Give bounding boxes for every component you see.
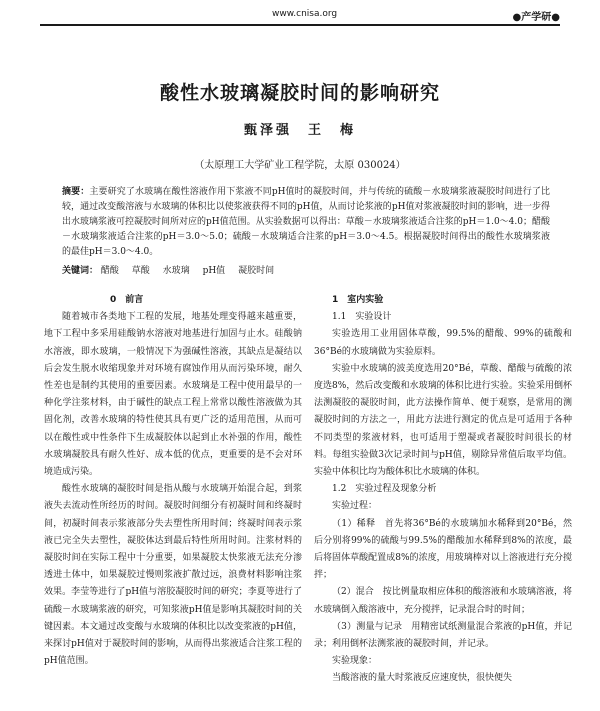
running-header — [40, 8, 560, 24]
section-label: ●产学研● — [512, 12, 560, 23]
body-paragraph: 当酸溶液的量大时浆液反应速度快，很快便失 — [332, 673, 513, 684]
section-heading-experiment: 1 室内实验 — [332, 295, 384, 305]
phenomenon-label: 实验现象： — [332, 656, 378, 667]
intro-paragraph: 酸性水玻璃的凝胶时间是指从酸与水玻璃开始混合起，到浆液失去流动性所经历的时间。凝胶时间细分有初凝时间和终凝时间，初凝时间表示浆液部分失去塑性所用时间；终凝时间表示浆液已完全失去塑性，凝胶体达到最后特性所用时间。注浆材料的凝胶时间在实际工程中十分重要，如果凝胶太快浆液无法充分渗透进土体中，如果凝胶过慢则浆液扩散过远，浪费材料影响注浆效果。李莹等进行了pH值与溶胶凝胶时间的研究；李夏等进行了硫酸－水玻璃浆液的研究，可知浆液pH值是影响其凝胶时间的关键因素。本文通过改变酸与水玻璃的体积比以改变浆液的pH值，来探讨pH值对于凝胶时间的影响，从而得出浆液适合注浆工程的pH值范围。 — [44, 484, 302, 667]
right-column — [314, 292, 572, 688]
keyword: 醋酸 — [100, 266, 119, 276]
body-paragraph: 实验选用工业用固体草酸，99.5%的醋酸、99%的硫酸和36°Bé的水玻璃做为实验原料。 — [314, 329, 572, 357]
paper-authors: 甄泽强 王 梅 — [243, 123, 356, 138]
keywords-label: 关键词： — [62, 266, 99, 276]
process-step: （1）稀释 首先将36°Bé的水玻璃加水稀释到20°Bé，然后分别将99%的硫酸与99.5%的醋酸加水稀释到8%的浓度，最后将固体草酸配置成8%的浓度，用玻璃棒对以上溶液进行充分搅拌； — [314, 518, 572, 581]
process-step: （3）测量与记录 用精密试纸测量混合浆液的pH值，并记录；利用倒杯法测浆液的凝胶时间，并记录。 — [314, 621, 572, 650]
section-heading-intro: 0 前言 — [110, 295, 144, 305]
process-label: 实验过程： — [332, 501, 378, 512]
process-step: （2）混合 按比例量取相应体积的酸溶液和水玻璃溶液，将水玻璃倒入酸溶液中，充分搅拌，记录混合时的时间； — [314, 587, 572, 615]
author-affiliation: （太原理工大学矿业工程学院，太原 030024） — [194, 160, 406, 171]
subsection-heading-process: 1.2 实验过程及现象分析 — [332, 484, 437, 495]
abstract — [62, 185, 550, 260]
left-column — [44, 292, 302, 670]
keyword: 凝胶时间 — [238, 266, 275, 276]
body-paragraph: 实验中水玻璃的波美度选用20°Bé，草酸、醋酸与硫酸的浓度选8%，然后改变酸和水玻璃的体积比进行实验。实验采用倒杯法测凝胶的凝胶时间，此方法操作简单、便于观察，是常用的测凝胶时间的方法之一，用此方法进行测定的优点是可适用于各种不同类型的浆液材料，也可适用于塑凝或者凝胶时间很长的材料。每组实验做3次记录时间与pH值，剔除异常值后取平均值。实验中体积比均为酸体积比水玻璃的体积。 — [314, 363, 572, 478]
keyword: 水玻璃 — [162, 266, 190, 276]
header-rule — [40, 24, 560, 26]
paper-title: 酸性水玻璃凝胶时间的影响研究 — [159, 82, 440, 104]
subsection-heading-design: 1.1 实验设计 — [332, 312, 392, 323]
journal-url: www.cnisa.org — [272, 9, 338, 19]
intro-paragraph: 随着城市各类地下工程的发展，地基处理变得越来越重要，地下工程中多采用硅酸钠水溶液对地基进行加固与止水。硅酸钠水溶液，即水玻璃，一般情况下为强碱性溶液，其缺点是凝结以后会发生脱水收缩现象并对环境有腐蚀作用从而污染环境，耐久性差也是制约其使用的重要因素。水玻璃是工程中使用最早的一种化学注浆材料，由于碱性的缺点工程上常常以酸性溶液做为其固化剂，改善水玻璃的特性使其具有更广泛的适用范围，从而可以在酸性或中性条件下生成凝胶体以起到止水补强的作用，酸性水玻璃凝胶具有耐久性好、成本低的优点，更重要的是不会对环境造成污染。 — [44, 312, 302, 478]
keyword: pH值 — [202, 266, 226, 276]
keywords — [62, 264, 550, 279]
abstract-label: 摘要： — [62, 187, 90, 197]
abstract-text: 主要研究了水玻璃在酸性溶液作用下浆液不同pH值时的凝胶时间，并与传统的硫酸－水玻璃浆液凝胶时间进行了比较，通过改变酸溶液与水玻璃的体积比以使浆液获得不同的pH值，从而讨论浆液的pH值对浆液凝胶时间的影响，进一步得出水玻璃浆液可控凝胶时间所对应的pH值范围。从实验数据可以得出：草酸－水玻璃浆液适合注浆的pH＝1.0～4.0；醋酸－水玻璃浆液适合注浆的pH＝3.0～5.0；硫酸－水玻璃适合注浆的pH＝3.0～4.5。根据凝胶时间得出的酸性水玻璃浆液的最佳pH＝3.0～4.0。 — [62, 187, 550, 257]
keyword: 草酸 — [131, 266, 150, 276]
